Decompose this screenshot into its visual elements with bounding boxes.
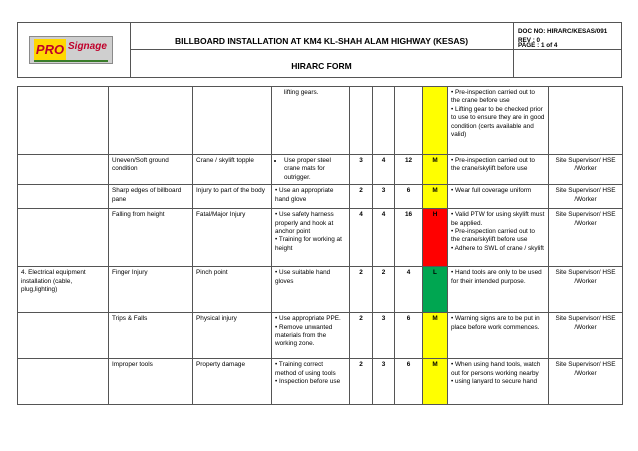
likelihood-cell: 2: [350, 185, 373, 209]
title-divider: [130, 49, 513, 50]
risk-score-cell: 12: [395, 155, 423, 185]
hazard-cell: Uneven/Soft ground condition: [109, 155, 193, 185]
control-item: • Use an appropriate hand glove: [275, 187, 334, 203]
severity-cell: [373, 87, 395, 155]
logo-cell: [18, 23, 131, 77]
control-item: • Use appropriate PPE.: [275, 315, 341, 323]
effect-cell: Physical injury: [193, 313, 272, 359]
table-body: [18, 87, 623, 405]
hazard-cell: Falling from height: [109, 209, 193, 267]
activity-cell: [18, 359, 109, 405]
control-item: • Inspection before use: [275, 378, 341, 386]
recommended-item: • Warning signs are to be put in place before work commences.: [451, 315, 540, 331]
logo-signage-text: Signage: [68, 41, 107, 52]
recommended-control-cell: [448, 155, 549, 185]
effect-cell: Injury to part of the body: [193, 185, 272, 209]
form-title: HIRARC FORM: [291, 61, 352, 71]
effect-cell: [193, 87, 272, 155]
recommended-control-cell: [448, 267, 549, 313]
table-row: [18, 359, 623, 405]
existing-control-cell: [272, 185, 350, 209]
control-item: • Use suitable hand gloves: [275, 269, 331, 285]
doc-info-cell: [514, 23, 621, 77]
risk-level-cell: L: [423, 267, 448, 313]
risk-score-cell: 6: [395, 359, 423, 405]
doc-divider: [514, 49, 621, 50]
hazard-cell: Improper tools: [109, 359, 193, 405]
activity-cell: [18, 209, 109, 267]
activity-cell: [18, 155, 109, 185]
document-header: [17, 22, 622, 78]
recommended-control-cell: [448, 359, 549, 405]
pic-cell: Site Supervisor/ HSE /Worker: [549, 359, 623, 405]
hazard-cell: Finger Injury: [109, 267, 193, 313]
risk-level-cell: M: [423, 185, 448, 209]
risk-score-cell: 6: [395, 313, 423, 359]
severity-cell: 3: [373, 359, 395, 405]
effect-cell: Fatal/Major Injury: [193, 209, 272, 267]
severity-cell: 3: [373, 313, 395, 359]
recommended-item: • Hand tools are only to be used for their intended purpose.: [451, 269, 542, 285]
effect-cell: Crane / skylift topple: [193, 155, 272, 185]
hazard-cell: Sharp edges of billboard pane: [109, 185, 193, 209]
pic-cell: Site Supervisor/ HSE /Worker: [549, 267, 623, 313]
existing-control-cell: [272, 155, 350, 185]
risk-score-cell: 6: [395, 185, 423, 209]
control-item: • Use safety harness properly and hook at anchor point: [275, 211, 334, 236]
table-row: [18, 267, 623, 313]
activity-cell: [18, 87, 109, 155]
recommended-item: • Pre-inspection carried out to the crane/skylift before use: [451, 228, 535, 244]
recommended-item: • Pre-inspection carried out to the crane before use: [451, 89, 535, 105]
hazard-cell: [109, 87, 193, 155]
recommended-control-cell: [448, 209, 549, 267]
likelihood-cell: 4: [350, 209, 373, 267]
activity-cell: [18, 313, 109, 359]
pic-cell: Site Supervisor/ HSE /Worker: [549, 185, 623, 209]
pic-cell: Site Supervisor/ HSE /Worker: [549, 209, 623, 267]
likelihood-cell: [350, 87, 373, 155]
table-row: [18, 209, 623, 267]
table-row: [18, 155, 623, 185]
existing-control-cell: [272, 87, 350, 155]
control-item: lifting gears.: [284, 89, 319, 96]
hirarc-table: [17, 86, 623, 405]
control-item: • Remove unwanted materials from the working zone.: [275, 323, 333, 348]
pic-cell: Site Supervisor/ HSE /Worker: [549, 313, 623, 359]
recommended-item: • Pre-inspection carried out to the crane/skylift before use: [451, 157, 535, 173]
company-logo: [29, 36, 113, 64]
control-item: • Use proper steel crane mats for outrigger.: [284, 157, 346, 182]
activity-cell: 4. Electrical equipment installation (cable, plug,lighting): [18, 267, 109, 313]
likelihood-cell: 2: [350, 267, 373, 313]
table-row: [18, 87, 623, 155]
recommended-control-cell: [448, 313, 549, 359]
severity-cell: 4: [373, 155, 395, 185]
effect-cell: Property damage: [193, 359, 272, 405]
risk-level-cell: M: [423, 155, 448, 185]
table-row: [18, 313, 623, 359]
recommended-item: • Wear full coverage uniform: [451, 187, 532, 195]
revision: REV : 0: [518, 37, 541, 44]
recommended-control-cell: [448, 185, 549, 209]
control-item: • Training correct method of using tools: [275, 361, 336, 377]
risk-level-cell: M: [423, 313, 448, 359]
existing-control-cell: [272, 359, 350, 405]
severity-cell: 2: [373, 267, 395, 313]
risk-level-cell: H: [423, 209, 448, 267]
risk-score-cell: [395, 87, 423, 155]
document-title: BILLBOARD INSTALLATION AT KM4 KL-SHAH ALAM HIGHWAY (KESAS): [174, 36, 469, 46]
hazard-cell: Trips & Falls: [109, 313, 193, 359]
logo-pro-text: PRO: [34, 39, 66, 61]
effect-cell: Pinch point: [193, 267, 272, 313]
risk-level-cell: [423, 87, 448, 155]
recommended-item: • using lanyard to secure hand: [451, 378, 538, 386]
logo-underline: [34, 60, 108, 62]
recommended-control-cell: [448, 87, 549, 155]
existing-control-cell: [272, 267, 350, 313]
likelihood-cell: 3: [350, 155, 373, 185]
table-row: [18, 185, 623, 209]
existing-control-cell: [272, 313, 350, 359]
title-cell: [130, 23, 514, 77]
activity-cell: [18, 185, 109, 209]
control-list: [275, 157, 346, 182]
existing-control-cell: [272, 209, 350, 267]
risk-level-cell: M: [423, 359, 448, 405]
recommended-item: • Adhere to SWL of crane / skylift: [451, 244, 544, 252]
control-item: • Training for working at height: [275, 236, 342, 252]
recommended-item: • Lifting gear to be checked prior to use to ensure they are in good condition (certs available and valid): [451, 105, 545, 139]
recommended-item: • Valid PTW for using skylift must be applied.: [451, 211, 545, 227]
pic-cell: Site Supervisor/ HSE /Worker: [549, 155, 623, 185]
pic-cell: [549, 87, 623, 155]
risk-score-cell: 16: [395, 209, 423, 267]
severity-cell: 3: [373, 185, 395, 209]
page-number: PAGE : 1 of 4: [518, 42, 558, 49]
doc-number: DOC NO: HIRARC/KESAS/091: [518, 28, 608, 35]
severity-cell: 4: [373, 209, 395, 267]
recommended-item: • When using hand tools, watch out for persons working nearby: [451, 361, 541, 377]
likelihood-cell: 2: [350, 313, 373, 359]
likelihood-cell: 2: [350, 359, 373, 405]
risk-score-cell: 4: [395, 267, 423, 313]
